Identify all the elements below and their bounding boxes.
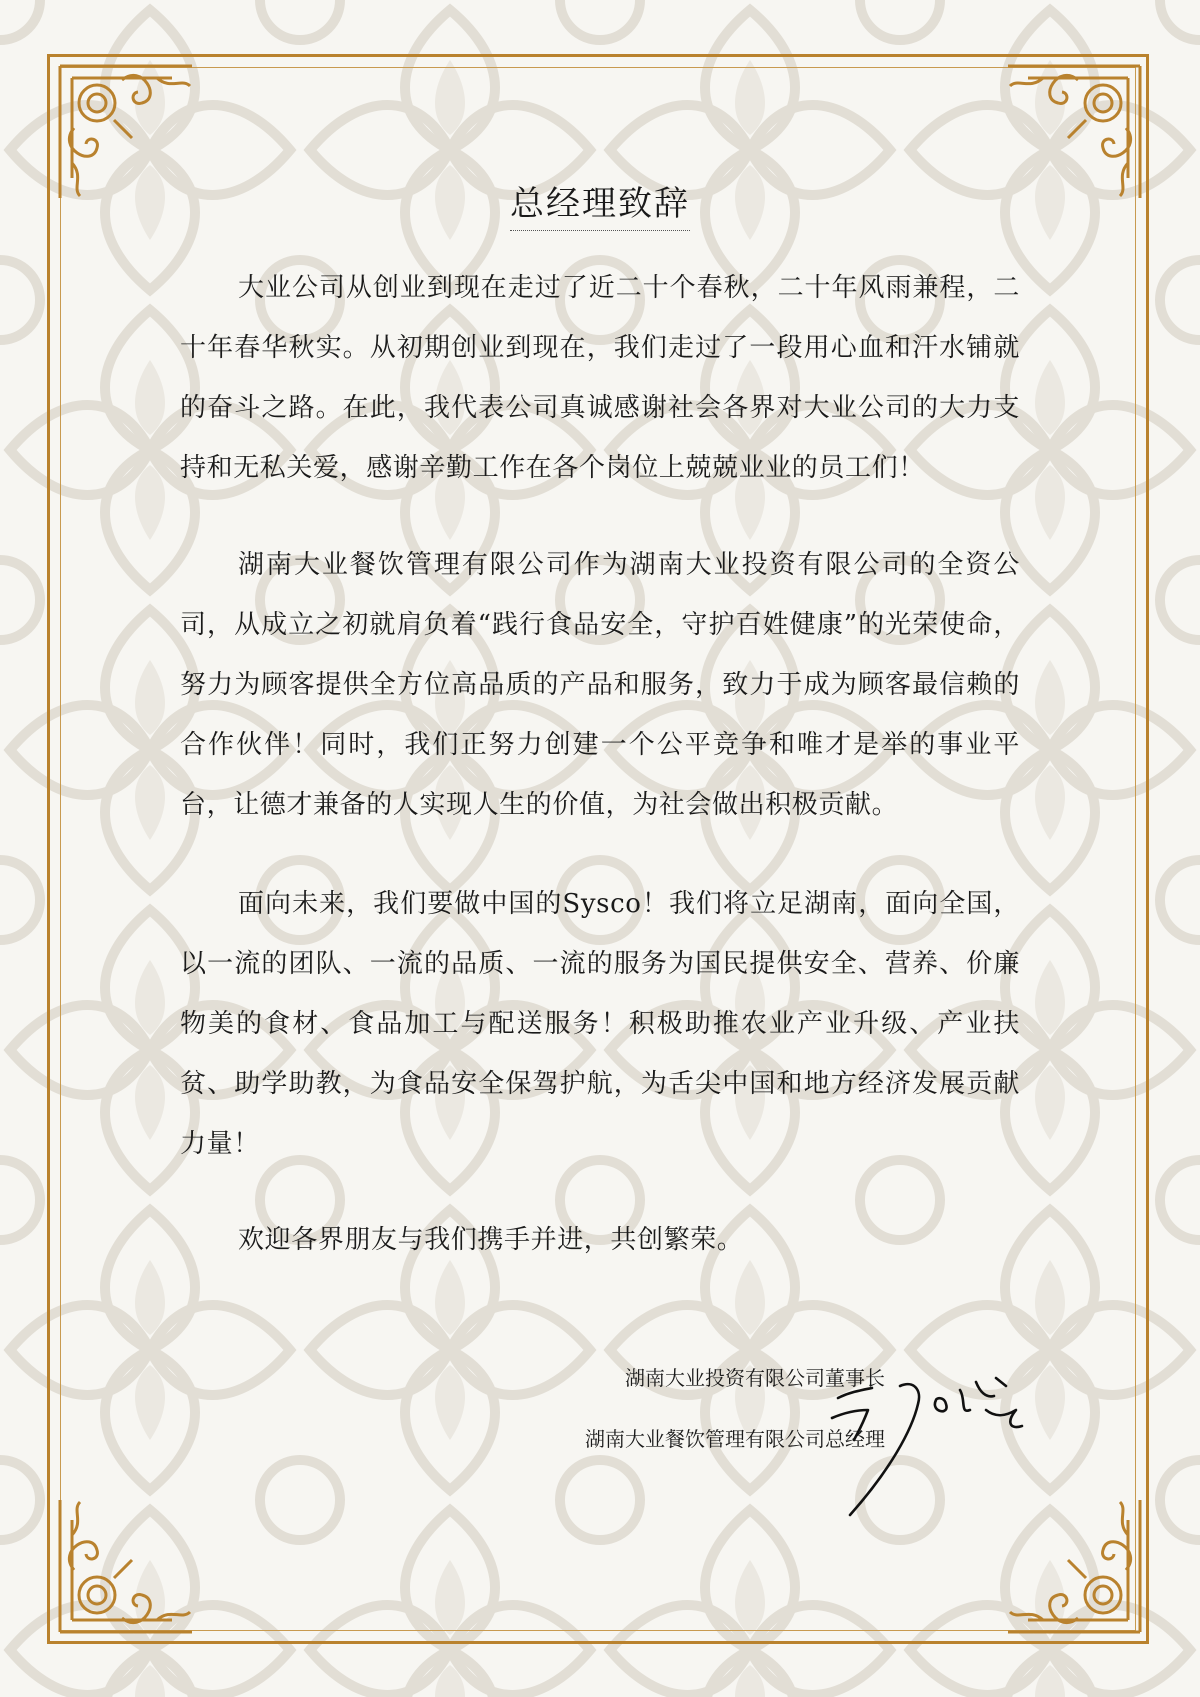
ornamental-corner-icon (52, 1490, 202, 1640)
paragraph-2-text: 湖南大业餐饮管理有限公司作为湖南大业投资有限公司的全资公司，从成立之初就肩负着“践行食品安全，守护百姓健康”的光荣使命，努力为顾客提供全方位高品质的产品和服务，致力于成为顾客最信赖的合作伙伴！同时，我们正努力创建一个公平竞争和唯才是举的事业平台，让德才兼备的人实现人生的价值，为社会做出积极贡献。 (180, 550, 1020, 820)
signatory-title-general-manager: 湖南大业餐饮管理有限公司总经理 (585, 1427, 885, 1451)
paragraph-3-text: 面向未来，我们要做中国的Sysco！我们将立足湖南，面向全国，以一流的团队、一流的品质、一流的服务为国民提供安全、营养、价廉物美的食材、食品加工与配送服务！积极助推农业产业升级、产业扶贫、助学助教，为食品安全保驾护航，为舌尖中国和地方经济发展贡献力量！ (180, 889, 1020, 1159)
paragraph-1-text: 大业公司从创业到现在走过了近二十个春秋，二十年风雨兼程，二十年春华秋实。从初期创业到现在，我们走过了一段用心血和汗水铺就的奋斗之路。在此，我代表公司真诚感谢社会各界对大业公司的大力支持和无私关爱，感谢辛勤工作在各个岗位上兢兢业业的员工们！ (180, 273, 1020, 483)
paragraph-4-text: 欢迎各界朋友与我们携手并进，共创繁荣。 (238, 1225, 744, 1255)
handwritten-signature (810, 1370, 1080, 1520)
paragraph-1 (180, 258, 1020, 498)
page-title (0, 176, 1200, 225)
paragraph-2 (180, 535, 1020, 835)
paragraph-4 (180, 1210, 1020, 1270)
signatory-title-chairman: 湖南大业投资有限公司董事长 (625, 1366, 885, 1390)
paragraph-3 (180, 874, 1020, 1174)
page-title-text: 总经理致辞 (510, 184, 690, 231)
